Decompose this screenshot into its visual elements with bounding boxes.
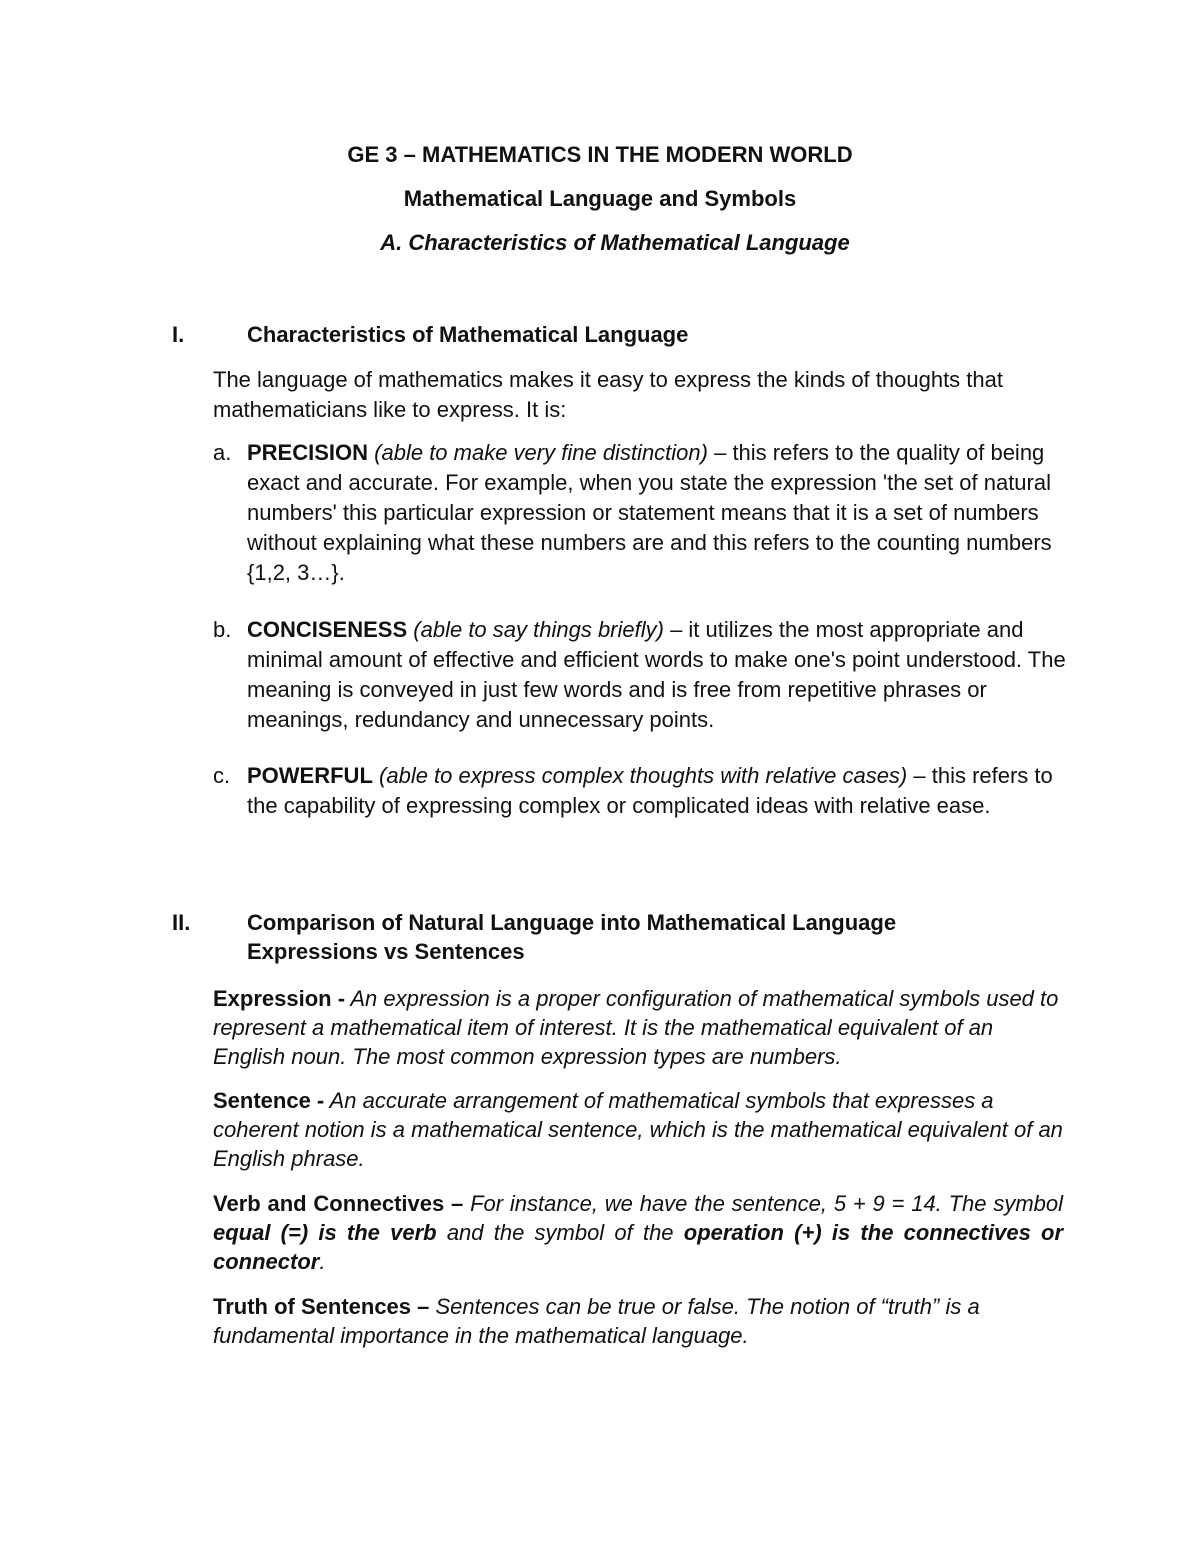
section-2-subtitle: Expressions vs Sentences [247, 939, 525, 964]
title-block [0, 140, 1200, 258]
definition-truth [213, 1292, 1063, 1350]
text-sentence: An accurate arrangement of mathematical symbols that expresses a coherent notion is a mathematical sentence, which is the mathematical equivalent of an English phrase. [213, 1088, 1063, 1171]
section-1-title: Characteristics of Mathematical Language [247, 322, 689, 347]
bold-verb-1: equal (=) is the verb [213, 1220, 437, 1245]
text-precision: – this refers to the quality of being exact and accurate. For example, when you state the expression 'the set of natural numbers' this particular expression or statement means that it is a set of numbers without explaining what these numbers are and this refers to the counting numbers {1,2, 3…}. [247, 440, 1052, 585]
text-powerful: – this refers to the capability of expressing complex or complicated ideas with relative ease. [247, 763, 1053, 818]
list-marker: b. [213, 617, 232, 642]
term-precision: PRECISION [247, 440, 369, 465]
subtopic-title: A. Characteristics of Mathematical Language [380, 230, 850, 255]
definition-verb-connectives [213, 1189, 1063, 1276]
section-1-intro: The language of mathematics makes it easy to express the kinds of thoughts that mathematicians like to express. It is: [213, 367, 1003, 422]
term-powerful: POWERFUL [247, 763, 373, 788]
bold-verb-2: operation (+) is the connectives or connector [213, 1220, 1064, 1274]
text-verb-1: For instance, we have the sentence, 5 + 9 = 14. The symbol [463, 1191, 1064, 1216]
section-2-title: Comparison of Natural Language into Mathematical Language [247, 910, 897, 935]
section-2-number: II. [172, 910, 191, 935]
text-expression: An expression is a proper configuration of mathematical symbols used to represent a mathematical item of interest. It is the mathematical equivalent of an English noun. The most common expression types are numbers. [213, 986, 1059, 1069]
text-truth: Sentences can be true or false. The notion of “truth” is a fundamental importance in the mathematical language. [213, 1294, 980, 1348]
section-1-heading [0, 320, 1200, 349]
definition-sentence [213, 1086, 1063, 1173]
section-2-heading [0, 908, 1200, 966]
label-expression: Expression - [213, 986, 346, 1011]
definition-expression [213, 984, 1063, 1071]
section-1-number: I. [172, 322, 185, 347]
topic-title: Mathematical Language and Symbols [403, 186, 797, 211]
label-truth: Truth of Sentences – [213, 1294, 430, 1319]
gloss-precision: (able to make very fine distinction) [374, 440, 708, 465]
text-verb-2: and the symbol of the [436, 1220, 684, 1245]
gloss-conciseness: (able to say things briefly) [413, 617, 664, 642]
text-verb-3: . [319, 1249, 326, 1274]
course-title: GE 3 – MATHEMATICS IN THE MODERN WORLD [347, 142, 853, 167]
list-item-conciseness [213, 615, 1073, 735]
list-marker: a. [213, 440, 232, 465]
term-conciseness: CONCISENESS [247, 617, 408, 642]
label-verb: Verb and Connectives – [213, 1191, 464, 1216]
list-item-precision [213, 438, 1073, 588]
gloss-powerful: (able to express complex thoughts with relative cases) [379, 763, 908, 788]
label-sentence: Sentence - [213, 1088, 325, 1113]
text-conciseness: – it utilizes the most appropriate and minimal amount of effective and efficient words to make one's point understood. The meaning is conveyed in just few words and is free from repetitive phrases or meanings, redundancy and unnecessary points. [247, 617, 1066, 732]
list-item-powerful [213, 761, 1073, 821]
list-marker: c. [213, 763, 231, 788]
